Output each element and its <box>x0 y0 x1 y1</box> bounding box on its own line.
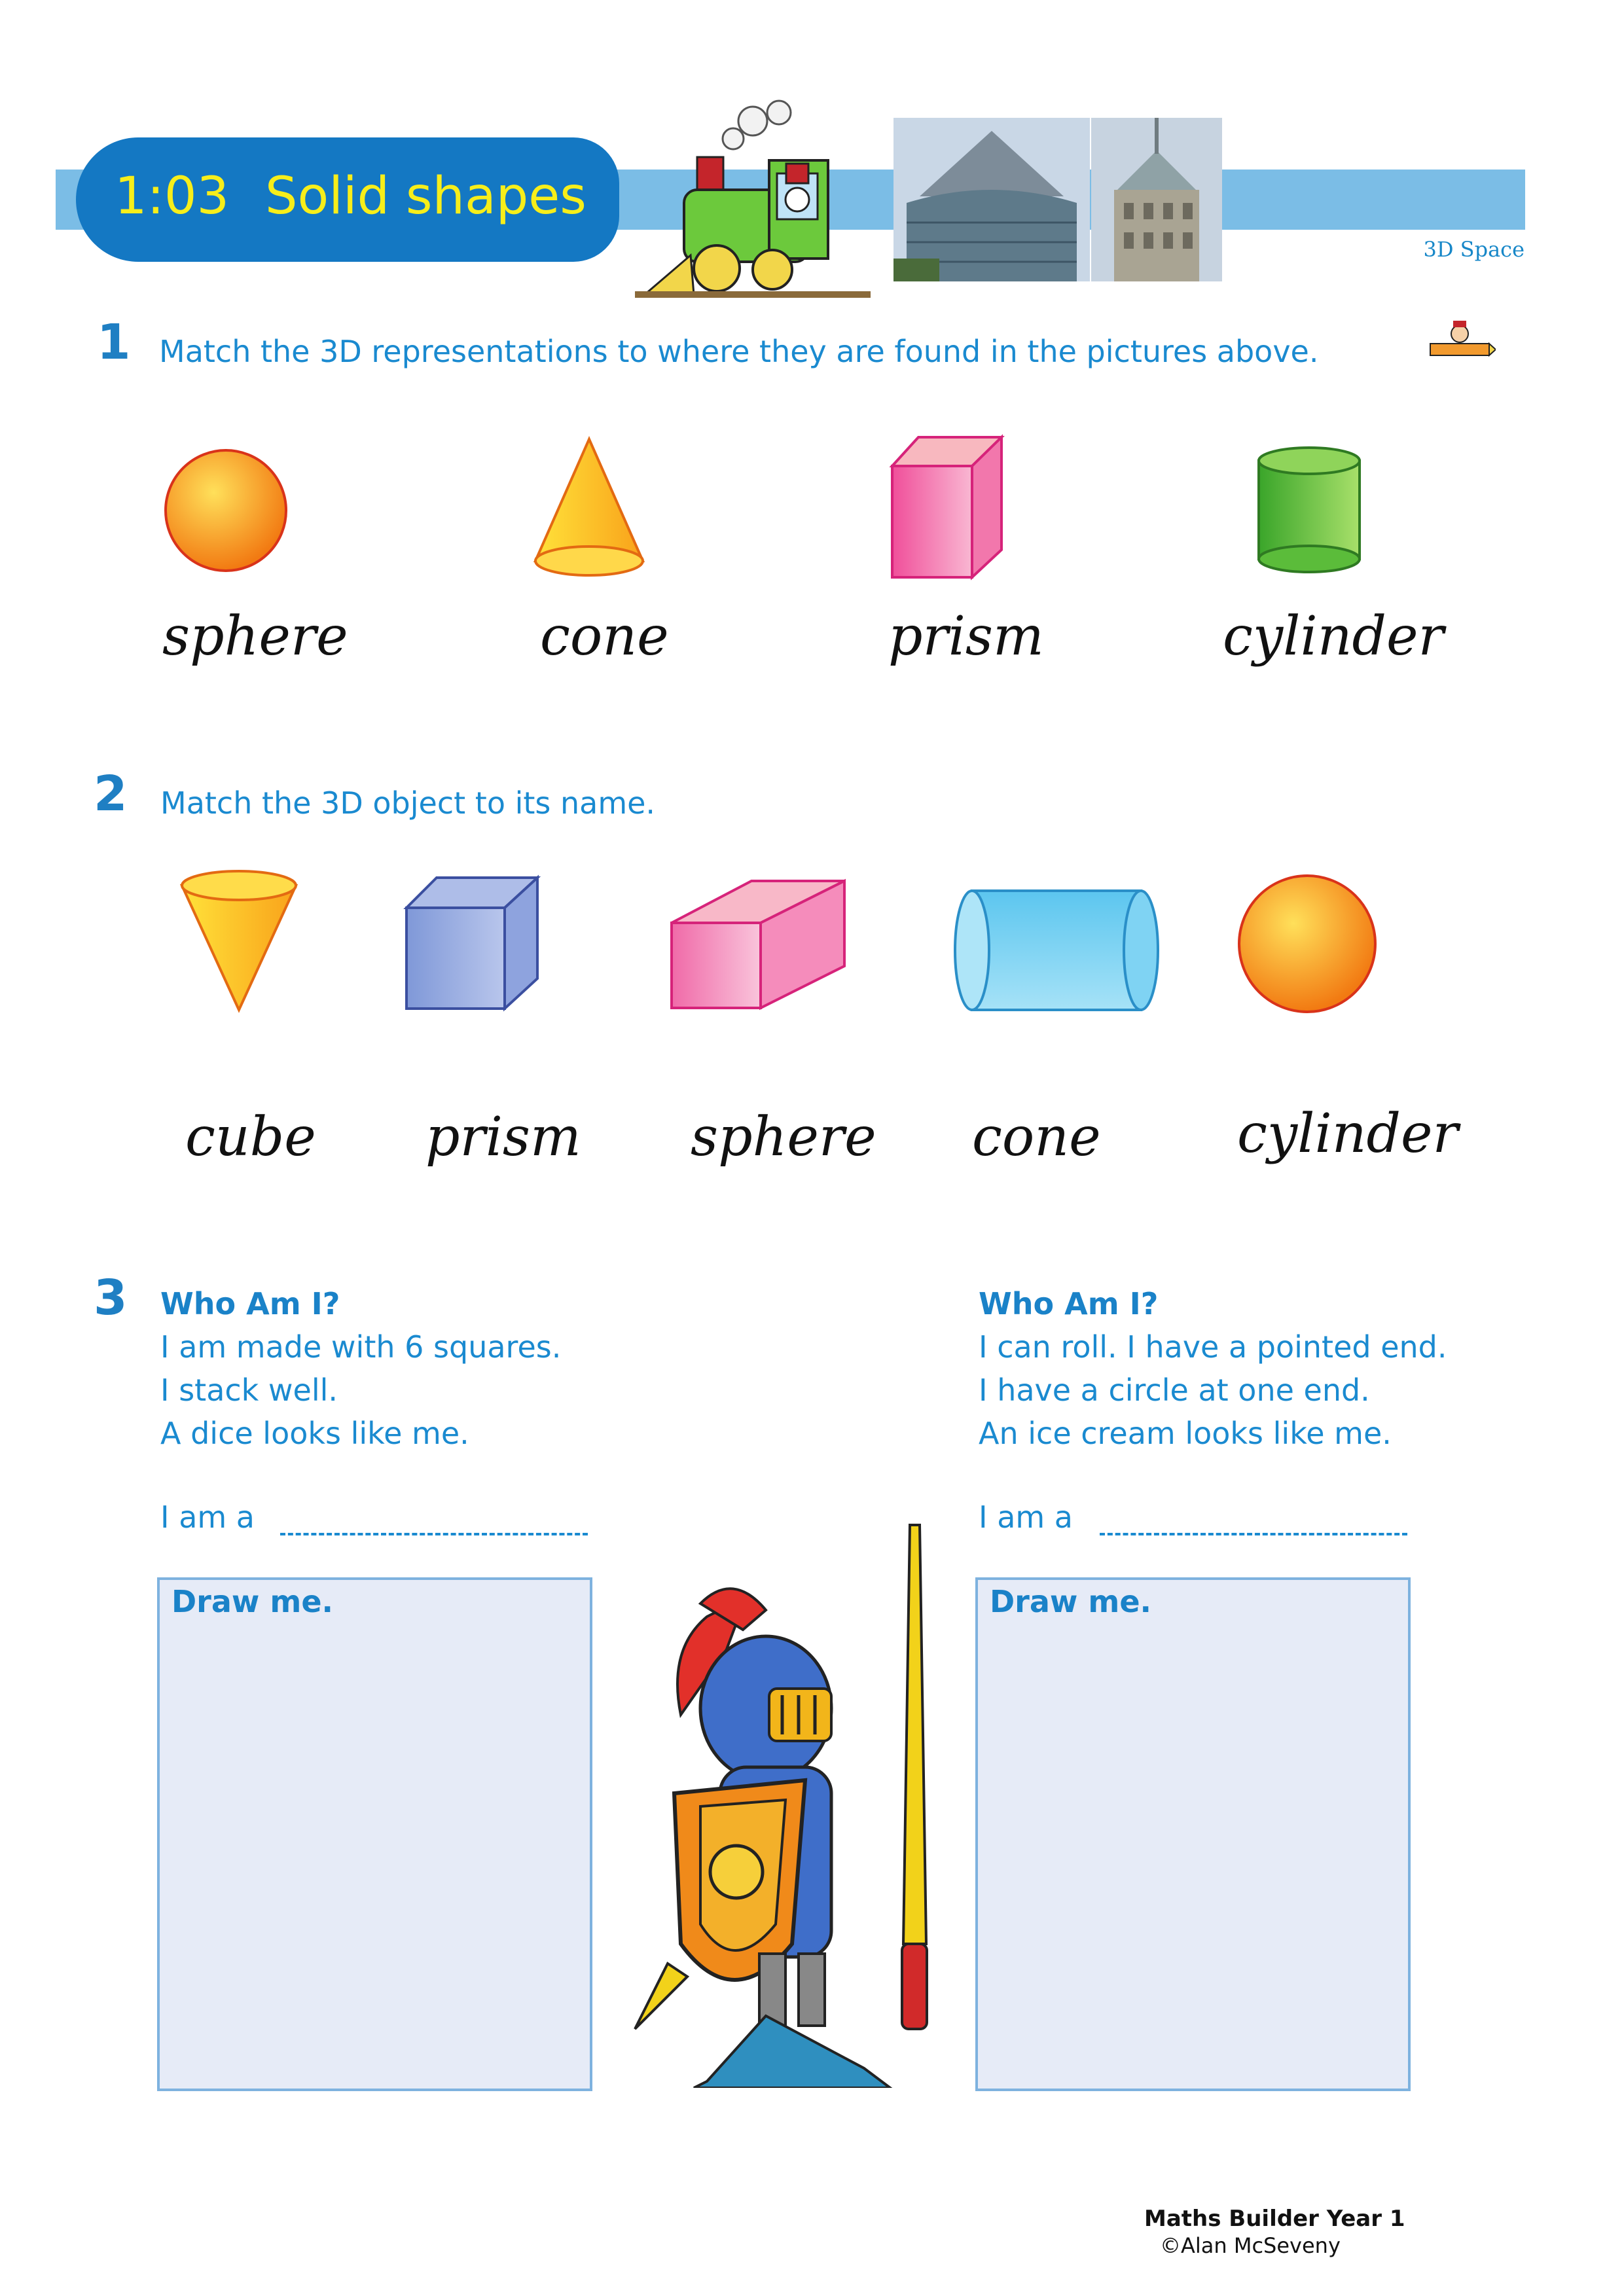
knight-illustration <box>628 1518 943 2088</box>
footer-book-title: Maths Builder Year 1 <box>1144 2206 1405 2232</box>
q3-right-draw-box[interactable] <box>975 1577 1411 2091</box>
q3-left-heading: Who Am I? <box>160 1286 340 1321</box>
q2-name-prism: prism <box>425 1106 581 1168</box>
q3-left-line-1: I am made with 6 squares. <box>160 1329 562 1365</box>
q2-name-cube: cube <box>185 1106 316 1168</box>
building-cone-roof-photo <box>893 118 1090 281</box>
q3-left-answer-prefix: I am a <box>160 1499 255 1535</box>
q3-right-line-1: I can roll. I have a pointed end. <box>979 1329 1447 1365</box>
rectangular-prism-icon <box>668 877 851 1014</box>
q3-right-draw-label: Draw me. <box>990 1584 1152 1619</box>
question-3-number: 3 <box>94 1270 128 1326</box>
question-1-instruction: Match the 3D representations to where they are found in the pictures above. <box>159 334 1319 369</box>
q1-label-cone: cone <box>540 605 669 668</box>
q3-right-heading: Who Am I? <box>979 1286 1159 1321</box>
q2-name-cylinder: cylinder <box>1237 1103 1458 1165</box>
question-1-number: 1 <box>97 314 131 370</box>
q1-label-prism: prism <box>888 605 1044 668</box>
q3-right-line-3: An ice cream looks like me. <box>979 1416 1392 1451</box>
inverted-cone-icon <box>177 867 301 1014</box>
horizontal-cylinder-icon <box>952 887 1162 1014</box>
train-illustration <box>632 98 887 301</box>
q3-left-line-2: I stack well. <box>160 1372 338 1408</box>
footer-copyright: ©Alan McSeveny <box>1160 2233 1341 2258</box>
question-2-number: 2 <box>94 766 128 822</box>
q3-right-answer-line[interactable] <box>1100 1533 1407 1535</box>
q3-left-draw-box[interactable] <box>157 1577 592 2091</box>
q3-right-line-2: I have a circle at one end. <box>979 1372 1370 1408</box>
pencil-character-icon <box>1424 317 1496 370</box>
cylinder-icon <box>1254 445 1365 576</box>
cube-icon <box>403 874 543 1014</box>
q3-right-answer-prefix: I am a <box>979 1499 1073 1535</box>
page-title: Solid shapes <box>265 167 586 226</box>
q3-left-line-3: A dice looks like me. <box>160 1416 469 1451</box>
building-pyramid-roof-photo <box>1091 118 1222 281</box>
section-code: 1:03 <box>115 167 230 226</box>
q3-left-draw-label: Draw me. <box>171 1584 334 1619</box>
q2-name-cone: cone <box>972 1106 1101 1168</box>
q3-left-answer-line[interactable] <box>280 1533 588 1535</box>
prism-icon <box>887 432 1011 583</box>
cone-icon <box>530 435 648 579</box>
sphere-icon <box>1234 870 1381 1018</box>
q2-name-sphere: sphere <box>691 1106 876 1168</box>
q1-label-cylinder: cylinder <box>1223 605 1444 668</box>
q1-label-sphere: sphere <box>162 605 348 668</box>
question-2-instruction: Match the 3D object to its name. <box>160 785 656 821</box>
topic-label: 3D Space <box>1423 237 1525 262</box>
sphere-icon <box>160 445 291 576</box>
